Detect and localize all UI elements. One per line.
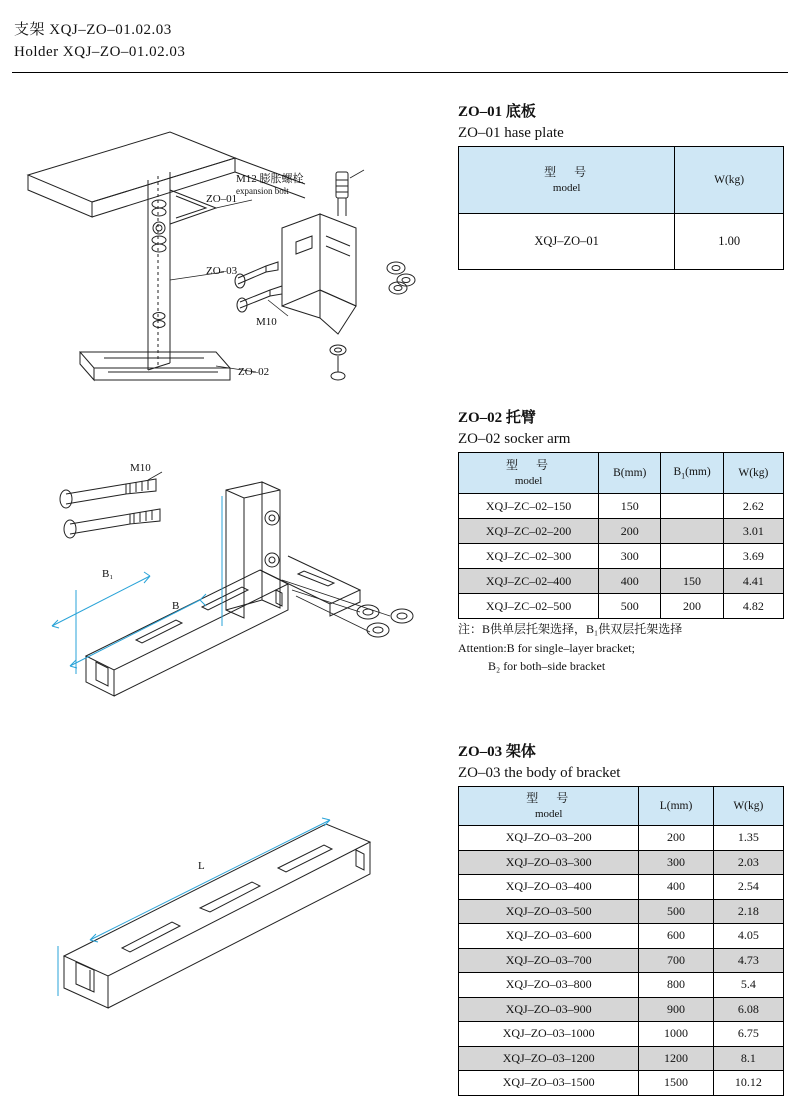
table-row <box>459 899 784 924</box>
col-header-model-en: model <box>514 474 543 487</box>
table-row <box>459 214 784 270</box>
col-header-model-en: model <box>534 807 563 820</box>
header-title-cn: 支架 XQJ–ZO–01.02.03 <box>14 22 172 38</box>
label-m10-arm: M10 <box>130 462 151 474</box>
cell-length: 400 <box>639 875 713 900</box>
table-zo03 <box>458 786 784 1096</box>
table-row <box>459 875 784 900</box>
cell-model: XQJ–ZO–03–800 <box>459 973 639 998</box>
section-title-zo01 <box>458 100 564 142</box>
col-header-b: B(mm) <box>599 453 661 494</box>
cell-weight: 5.4 <box>713 973 783 998</box>
cell-weight: 4.05 <box>713 924 783 949</box>
col-header-weight: W(kg) <box>723 453 783 494</box>
note-line-3: B₂ for both–side bracket <box>488 659 606 674</box>
label-bolt-en: expansion bolt <box>236 186 289 196</box>
label-b1: B₁ <box>102 568 114 580</box>
socker-arm-illustration <box>30 450 450 700</box>
cell-model: XQJ–ZO–03–300 <box>459 850 639 875</box>
col-header-length: L(mm) <box>639 787 713 826</box>
cell-weight: 2.54 <box>713 875 783 900</box>
table-zo01 <box>458 146 784 270</box>
cell-b1 <box>661 519 723 544</box>
note-line-2: Attention:B for single–layer bracket; <box>458 640 635 655</box>
label-m10: M10 <box>256 316 277 328</box>
cell-weight: 6.08 <box>713 997 783 1022</box>
table-zo02 <box>458 452 784 619</box>
table-row <box>459 519 784 544</box>
cell-length: 800 <box>639 973 713 998</box>
table-header-row <box>459 453 784 494</box>
cell-weight: 3.01 <box>723 519 783 544</box>
table-row <box>459 850 784 875</box>
cell-model: XQJ–ZO–01 <box>459 214 675 270</box>
cell-length: 500 <box>639 899 713 924</box>
cell-weight: 2.62 <box>723 494 783 519</box>
cell-b1: 150 <box>661 569 723 594</box>
cell-weight: 6.75 <box>713 1022 783 1047</box>
table-row <box>459 826 784 851</box>
cell-weight: 4.73 <box>713 948 783 973</box>
table-row <box>459 1071 784 1096</box>
section-title-zo01-en: ZO–01 hase plate <box>458 125 564 141</box>
cell-weight: 1.00 <box>675 214 784 270</box>
cell-model: XQJ–ZC–02–200 <box>459 519 599 544</box>
col-header-model <box>459 787 639 826</box>
section-title-zo03-en: ZO–03 the body of bracket <box>458 765 621 781</box>
header-divider <box>12 72 788 73</box>
cell-weight: 3.69 <box>723 544 783 569</box>
cell-length: 1200 <box>639 1046 713 1071</box>
section-title-zo03-cn: ZO–03 架体 <box>458 744 536 760</box>
cell-model: XQJ–ZO–03–500 <box>459 899 639 924</box>
section-title-zo02-cn: ZO–02 托臂 <box>458 410 536 426</box>
cell-model: XQJ–ZO–03–200 <box>459 826 639 851</box>
cell-model: XQJ–ZO–03–600 <box>459 924 639 949</box>
cell-weight: 4.82 <box>723 594 783 619</box>
col-header-weight: W(kg) <box>675 147 784 214</box>
cell-length: 700 <box>639 948 713 973</box>
cell-length: 600 <box>639 924 713 949</box>
col-header-model-en: model <box>552 181 581 194</box>
table-header-row <box>459 787 784 826</box>
table-row <box>459 997 784 1022</box>
section-title-zo02 <box>458 406 570 448</box>
cell-weight: 2.18 <box>713 899 783 924</box>
note-line-1: 注：B供单层托架选择，B₁供双层托架选择 <box>458 622 683 636</box>
cell-b1: 200 <box>661 594 723 619</box>
cell-length: 1500 <box>639 1071 713 1096</box>
cell-length: 1000 <box>639 1022 713 1047</box>
table-row <box>459 494 784 519</box>
cell-model: XQJ–ZO–03–400 <box>459 875 639 900</box>
cell-model: XQJ–ZC–02–300 <box>459 544 599 569</box>
col-header-model <box>459 147 675 214</box>
col-header-model-cn: 型 号 <box>506 458 552 473</box>
col-header-model-cn: 型 号 <box>544 165 590 180</box>
col-header-b1: $B_1(mm)$ <box>661 453 723 494</box>
cell-model: XQJ–ZO–03–1500 <box>459 1071 639 1096</box>
cell-length: 200 <box>639 826 713 851</box>
cell-model: XQJ–ZO–03–1000 <box>459 1022 639 1047</box>
col-header-model-cn: 型 号 <box>526 791 572 806</box>
cell-b: 200 <box>599 519 661 544</box>
table-row <box>459 924 784 949</box>
table-header-row <box>459 147 784 214</box>
cell-length: 300 <box>639 850 713 875</box>
cell-b: 400 <box>599 569 661 594</box>
cell-weight: 1.35 <box>713 826 783 851</box>
table-row <box>459 569 784 594</box>
cell-b1 <box>661 494 723 519</box>
cell-b1 <box>661 544 723 569</box>
cell-model: XQJ–ZO–03–1200 <box>459 1046 639 1071</box>
label-b: B <box>172 600 180 612</box>
label-zo01: ZO–01 <box>206 193 238 205</box>
cell-model: XQJ–ZO–03–900 <box>459 997 639 1022</box>
table-row <box>459 973 784 998</box>
table-row <box>459 594 784 619</box>
cell-weight: 2.03 <box>713 850 783 875</box>
notes-zo02 <box>458 620 682 676</box>
document-header <box>14 18 185 61</box>
cell-b: 150 <box>599 494 661 519</box>
drawing-bracket-body <box>30 800 430 1040</box>
cell-length: 900 <box>639 997 713 1022</box>
bracket-body-illustration <box>30 800 430 1040</box>
cell-weight: 10.12 <box>713 1071 783 1096</box>
label-l: L <box>198 860 205 872</box>
table-row <box>459 1022 784 1047</box>
section-title-zo01-cn: ZO–01 底板 <box>458 104 536 120</box>
cell-weight: 8.1 <box>713 1046 783 1071</box>
section-title-zo02-en: ZO–02 socker arm <box>458 431 571 447</box>
cell-model: XQJ–ZO–03–700 <box>459 948 639 973</box>
label-zo02: ZO–02 <box>238 366 270 378</box>
table-row <box>459 544 784 569</box>
cell-model: XQJ–ZC–02–150 <box>459 494 599 519</box>
cell-b: 500 <box>599 594 661 619</box>
table-row <box>459 948 784 973</box>
label-zo03: ZO–03 <box>206 265 238 277</box>
col-header-model <box>459 453 599 494</box>
section-title-zo03 <box>458 740 620 782</box>
header-title-en: Holder XQJ–ZO–01.02.03 <box>14 44 186 60</box>
drawing-assembly <box>20 120 450 410</box>
cell-model: XQJ–ZC–02–400 <box>459 569 599 594</box>
cell-weight: 4.41 <box>723 569 783 594</box>
table-row <box>459 1046 784 1071</box>
cell-b: 300 <box>599 544 661 569</box>
drawing-socker-arm <box>30 450 450 700</box>
cell-model: XQJ–ZC–02–500 <box>459 594 599 619</box>
col-header-weight: W(kg) <box>713 787 783 826</box>
label-bolt-cn: M12 膨胀螺栓 <box>236 173 304 185</box>
